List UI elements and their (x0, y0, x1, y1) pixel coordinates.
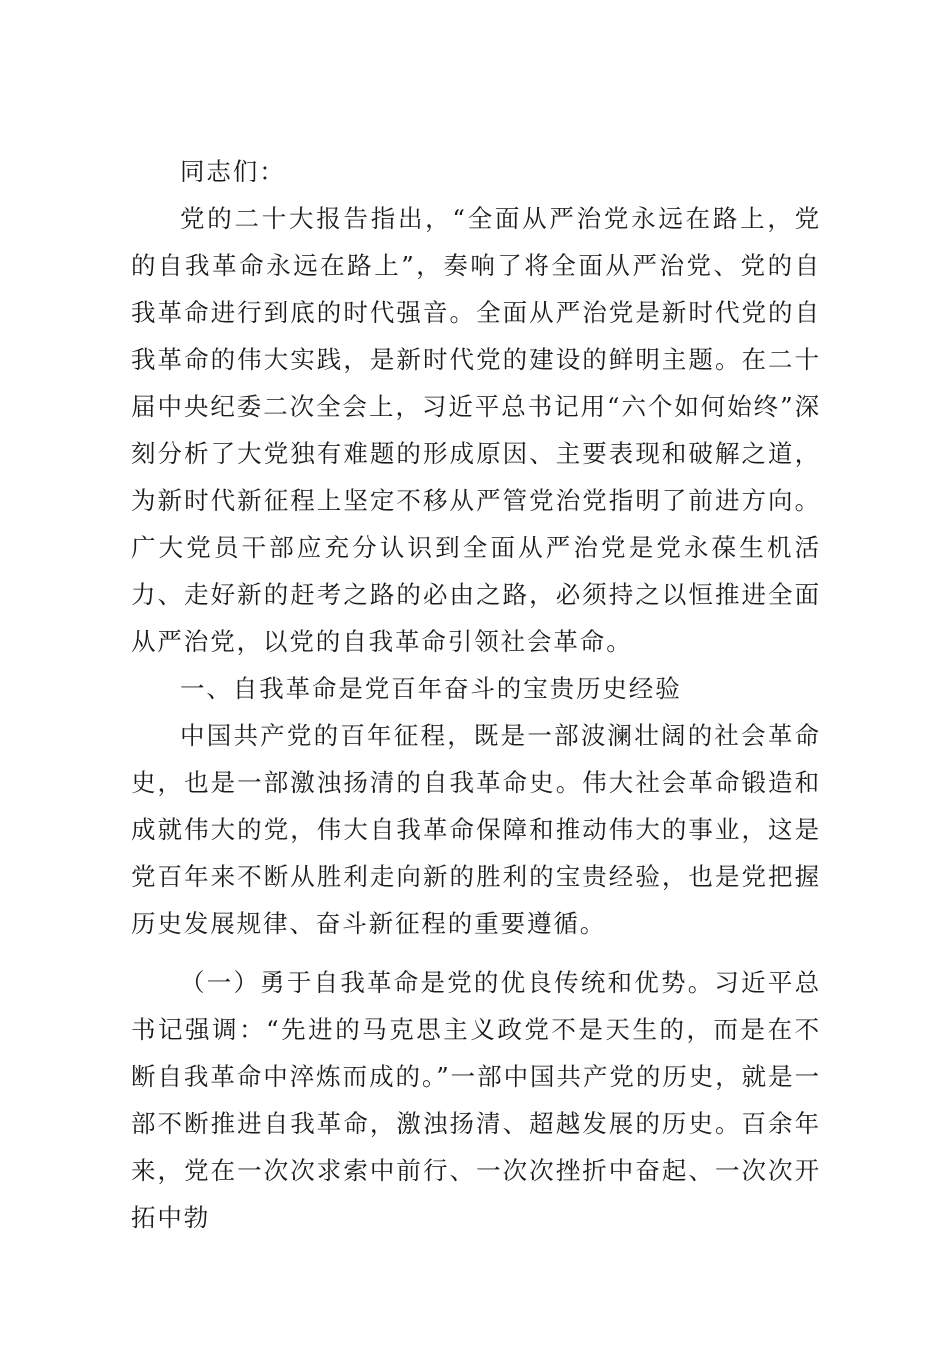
document-body (131, 148, 821, 1241)
section-heading: 一、自我革命是党百年奋斗的宝贵历史经验 (180, 674, 682, 703)
section-paragraph: 中国共产党的百年征程，既是一部波澜壮阔的社会革命史，也是一部激浊扬清的自我革命史。伟大社会革命锻造和成就伟大的党，伟大自我革命保障和推动伟大的事业，这是党百年来不断从胜利走向新的胜利的宝贵经验，也是党把握历史发展规律、奋斗新征程的重要遵循。 (131, 721, 821, 938)
greeting: 同志们： (180, 157, 286, 186)
intro-paragraph: 党的二十大报告指出，“全面从严治党永远在路上，党的自我革命永远在路上”，奏响了将全面从严治党、党的自我革命进行到底的时代强音。全面从严治党是新时代党的自我革命的伟大实践，是新时代党的建设的鲜明主题。在二十届中央纪委二次全会上，习近平总书记用“六个如何始终”深刻分析了大党独有难题的形成原因、主要表现和破解之道，为新时代新征程上坚定不移从严管党治党指明了前进方向。广大党员干部应充分认识到全面从严治党是党永葆生机活力、走好新的赶考之路的必由之路，必须持之以恒推进全面从严治党，以党的自我革命引领社会革命。 (131, 204, 821, 656)
subsection-paragraph: （一）勇于自我革命是党的优良传统和优势。习近平总书记强调：“先进的马克思主义政党不是天生的，而是在不断自我革命中淬炼而成的。”一部中国共产党的历史，就是一部不断推进自我革命，激浊扬清、超越发展的历史。百余年来，党在一次次求索中前行、一次次挫折中奋起、一次次开拓中勃 (131, 968, 821, 1232)
